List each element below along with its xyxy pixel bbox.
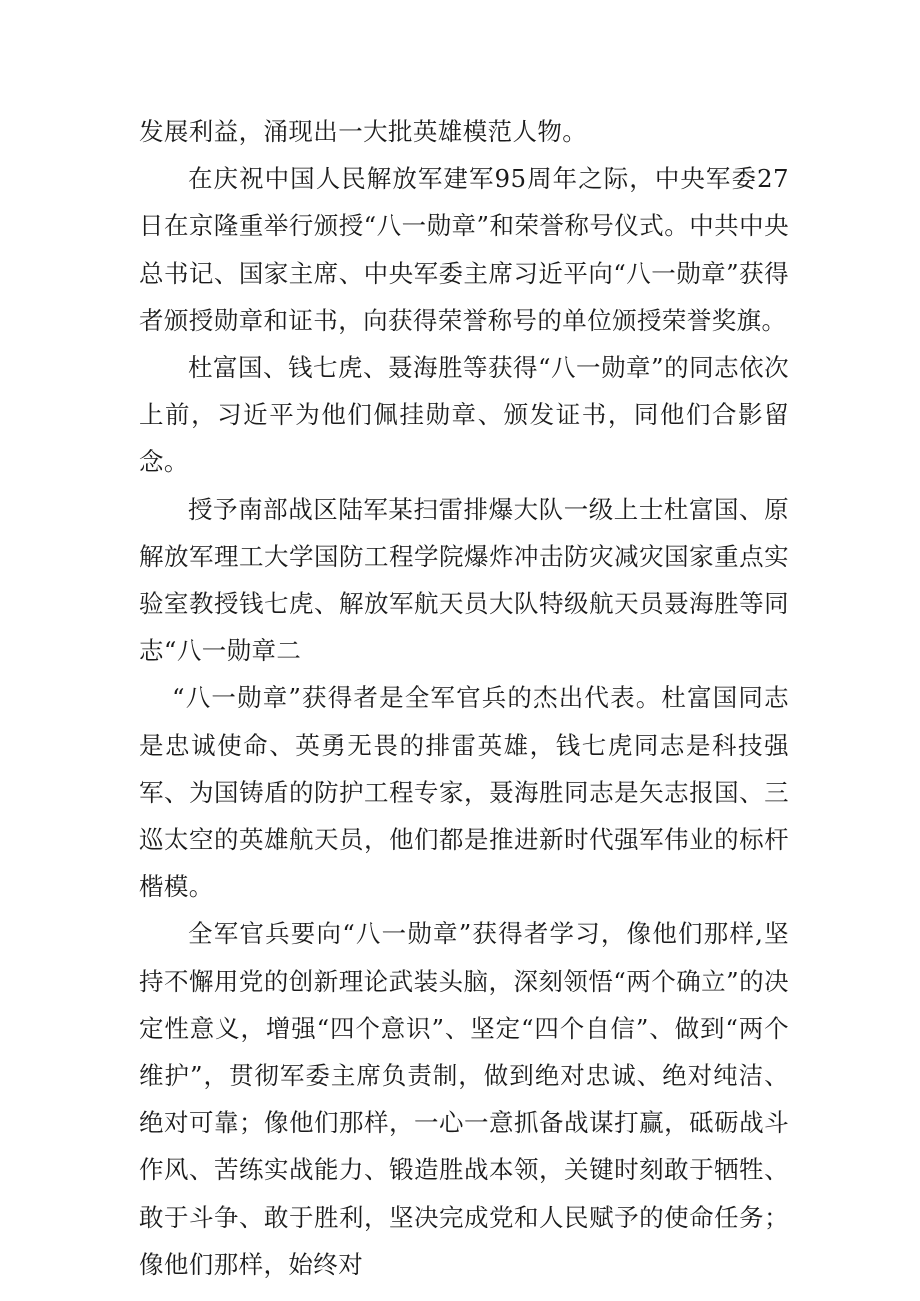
paragraph-call-to-learn: 全军官兵要向“八一勋章”获得者学习，像他们那样,坚持不懈用党的创新理论武装头脑，深刻领悟“两个确立”的决定性意义，增强“四个意识”、坚定“四个自信”、做到“两个维护”，贯彻军委主席负责制，做到绝对忠诚、绝对纯洁、绝对可靠；像他们那样，一心一意抓备战谋打赢，砥砺战斗作风、苦练实战能力、锻造胜战本领，关键时刻敢于牺牲、敢于斗争、敢于胜利，坚决完成党和人民赋予的使命任务；像他们那样，始终对: [139, 919, 789, 1279]
document-body: [139, 108, 789, 1288]
paragraph-recipients: 杜富国、钱七虎、聂海胜等获得“八一勋章”的同志依次上前，习近平为他们佩挂勋章、颁发证书，同他们合影留念。: [139, 353, 789, 477]
paragraph-representatives: “八一勋章”获得者是全军官兵的杰出代表。杜富国同志是忠诚使命、英勇无畏的排雷英雄，钱七虎同志是科技强军、为国铸盾的防护工程专家，聂海胜同志是矢志报国、三巡太空的英雄航天员，他们都是推进新时代强军伟业的标杆楷模。: [139, 683, 789, 902]
paragraph-ceremony: 在庆祝中国人民解放军建军95周年之际，中央军委27日在京隆重举行颁授“八一勋章”和荣誉称号仪式。中共中央总书记、国家主席、中央军委主席习近平向“八一勋章”获得者颁授勋章和证书，向获得荣誉称号的单位颁授荣誉奖旗。: [139, 164, 789, 335]
paragraph-award-list: 授予南部战区陆军某扫雷排爆大队一级上士杜富国、原解放军理工大学国防工程学院爆炸冲击防灾减灾国家重点实验室教授钱七虎、解放军航天员大队特级航天员聂海胜等同志“八一勋章二: [139, 494, 789, 666]
paragraph-continuation: 发展利益，涌现出一大批英雄模范人物。: [139, 117, 588, 146]
